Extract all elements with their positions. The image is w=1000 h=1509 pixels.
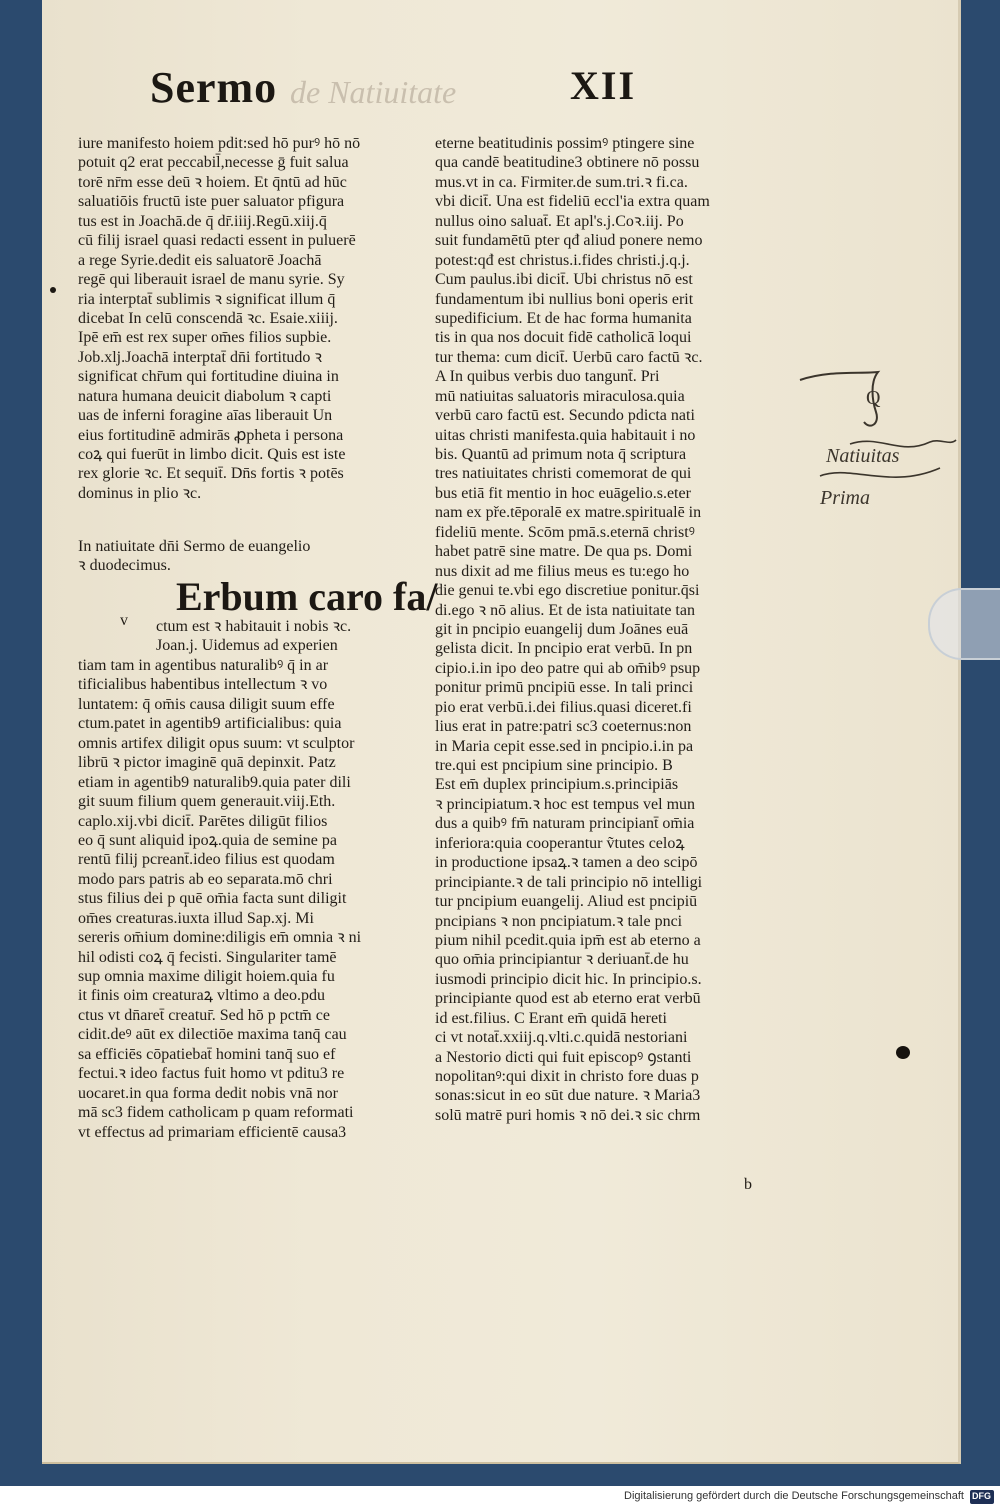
text-line: habet patrē sine matre. De qua ps. Domi [435,543,693,561]
text-line: uas de inferni foragine aīas liberauit Un [78,407,333,425]
text-line: sonas:sicut in eo sūt due nature. ꝛ Maria3 [435,1087,701,1105]
text-line: bis. Quantū ad primum nota q̄ scriptura [435,446,687,463]
text-line: ꝛ principiatum.ꝛ hoc est tempus vel mun [435,795,696,813]
right-column [435,134,800,1125]
text-line: tificialibus habentibus intellectum ꝛ vo [78,676,328,694]
text-line: ria interptat̄ sublimis ꝛ significat illum q̄ [78,290,336,308]
text-line: in Maria cepit esse.sed in pncipio.i.in pa [435,737,694,755]
text-line: sereris om̄ium domine:diligis em̄ omnia ꝛ ni [78,929,362,947]
text-line: nam ex pře.tēporalē ex matre.spiritualē in [435,504,702,522]
text-line: mū natiuitas saluatoris miraculosa.quia [435,387,685,405]
text-line: Cum paulus.ibi dicit̄. Ubi christus nō est [435,271,693,289]
text-line: eius fortitudinē admirās ꝓpheta i persona [78,426,344,444]
incipit-display: Erbum caro fa/ [176,574,438,619]
text-line: librū ꝛ pictor imaginē quā depinxit. Patz [78,754,336,772]
ink-blot [896,1046,910,1059]
folio-number: XII [570,63,637,108]
text-line: fundamentum ibi nullius boni operis erit [435,290,694,308]
text-line: uitas christi manifesta.quia habitauit i no [435,426,696,444]
text-line: eterne beatitudinis possimꝰ ptingere sine [435,135,695,152]
text-line: ctus vt dn̄aret̄ creatur̄. Sed hō p pctm̄ ce [78,1006,330,1024]
text-line: tur pncipium euangelij. Aliud est pncipiū [435,893,698,911]
text-line: id est.filius. C Erant em̄ quidā hereti [435,1009,667,1027]
text-line: fectui.ꝛ ideo factus fuit homo vt pditu3 re [78,1065,345,1083]
dfg-logo-text: DFG [972,1491,991,1501]
text-line: nus dixit ad me filius meus es tu:ego ho [435,562,690,580]
text-line: pium nihil pcedit.quia ipm̄ est ab eterno a [435,931,701,949]
text-line: cū filij israel quasi redacti essent in puluerē [78,232,356,250]
text-line: Est em̄ duplex principium.s.principiās [435,776,679,794]
text-line: tur thema: cum dicit̄. Uerbū caro factū ꝛc. [435,348,703,366]
text-line: ctum est ꝛ habitauit i nobis ꝛc. [156,618,352,635]
text-line: mā sc3 fidem catholicam p quam reformati [78,1104,354,1122]
text-line: a Nestorio dicti qui fuit episcopꝰ ꝯstanti [435,1048,692,1066]
text-line: tre.qui est pncipium sine principio. B [435,757,673,774]
text-line: bus etiā fit mentio in hoc euāgelio.s.eter [435,484,691,502]
text-line: git in pncipio euangelij dum Joānes euā [435,620,689,638]
text-line: modo pars patris ab eo separata.mō chri [78,870,333,888]
handwritten-marginalia [790,360,960,530]
text-line: natura humana deuicit diabolum ꝛ capti [78,387,332,405]
text-line: tiam tam in agentibus naturalibꝰ q̄ in ar [78,657,329,674]
text-line: om̄es creaturas.iuxta illud Sap.xj. Mi [78,909,314,927]
left-column-bottom [78,656,430,1142]
text-line: pio erat verbū.i.dei filius.quasi diceret.fi [435,698,692,716]
heading-line: ꝛ duodecimus. [78,557,171,575]
text-line: it finis oim creaturaꝝ vltimo a deo.pdu [78,987,325,1005]
text-line: caplo.xij.vbi dicit̄. Parētes diligūt filios [78,812,328,830]
text-line: inferiora:quia cooperantur ṽtutes celoꝝ [435,834,685,852]
text-line: luntatem: q̄ om̄is causa diligit suum effe [78,695,335,713]
dfg-logo [970,1490,994,1504]
sermon-heading [78,537,430,576]
incipit-continuation [156,617,428,656]
text-line: suit fundamētū pter qđ aliud ponere nemo [435,232,703,250]
text-line: sup omnia maxime diligit hoiem.quia fu [78,968,335,985]
text-line: solū matrē puri homis ꝛ nō dei.ꝛ sic chrm [435,1106,701,1124]
text-line: principiante quod est ab eterno erat verbū [435,990,701,1008]
text-line: principiante.ꝛ de tali principio nō intelligi [435,873,703,891]
text-line: git suum filium quem generauit.viij.Eth. [78,793,336,811]
ink-dot [50,287,56,293]
text-line: quo om̄ia principiantur ꝛ deriuant̄.de hu [435,951,689,969]
text-line: qua candē beatitudine3 obtinere nō possu [435,154,700,172]
text-line: torē nr̄m esse deū ꝛ hoiem. Et q̄ntū ad hūc [78,173,347,191]
text-line: potuit q2 erat peccabil̄,necesse ḡ fuit salua [78,154,349,172]
text-line: sa efficiēs cōpatiebat̄ homini tanq̄ suo ef [78,1045,336,1063]
text-line: Joan.j. Uidemus ad experien [156,637,338,655]
text-line: die genui te.vbi ego discretiue ponitur.q̄si [435,582,700,600]
heading-line: In natiuitate dn̄i Sermo de euangelio [78,538,311,555]
text-line: iure manifesto hoiem pdit:sed hō purꝰ hō nō [78,135,361,152]
text-line: tres natiuitates christi comemorat de qui [435,465,692,483]
text-line: significat chr̄um qui fortitudine diuina in [78,368,339,386]
marginal-underline-stroke [820,468,940,477]
text-line: supedificium. Et de hac forma humanita [435,309,692,327]
marginal-note-word: Natiuitas [826,445,900,467]
text-line: Job.xlj.Joachā interptat̄ dn̄i fortitudo ꝛ [78,348,322,366]
text-line: cidit.deꝰ aūt ex dilectiōe maxima tanq̄ cau [78,1026,347,1044]
text-line: ci vt notat̄.xxiij.q.vlti.c.quidā nestoriani [435,1029,688,1047]
text-line: dus a quibꝰ fm̄ naturam principiant̄ om̄ia [435,815,695,833]
show-through-text: de Natiuitate [290,74,457,110]
text-line: gelista dicit. In pncipio erat verbū. In pn [435,640,693,658]
text-line: uocaret.in qua forma dedit nobis vnā nor [78,1084,338,1102]
marginal-note-word-2: Prima [820,487,870,509]
text-line: cipio.i.in ipo deo patre qui ab om̄ibꝰ psup [435,659,701,677]
text-line: dominus in plio ꝛc. [78,484,202,502]
text-line: lius erat in patre:patri sc3 coeternus:non [435,718,692,736]
initial-guide-letter: v [120,612,128,629]
text-line: vt effectus ad primariam efficientē causa3 [78,1123,347,1141]
text-line: ctum.patet in agentib9 artificialibus: quia [78,715,342,733]
text-line: potest:qđ est christus.i.fides christi.j.q.j. [435,251,690,269]
marginal-note-letter: Q [866,387,881,409]
text-line: di.ego ꝛ nō alius. Et de ista natiuitate tan [435,601,695,619]
text-line: rex glorie ꝛc. Et sequit̄. Dn̄s fortis ꝛ potēs [78,465,344,483]
text-line: hil odisti coꝝ q̄ fecisti. Singulariter tamē [78,948,337,966]
text-line: mus.vt in ca. Firmiter.de sum.tri.ꝛ fi.ca. [435,173,688,191]
text-line: vbi dicit̄. Una est fideliū eccl'ia extra quam [435,193,710,211]
text-line: rentū filij pcreant̄.ideo filius est quodam [78,851,335,869]
left-column-top [78,134,430,503]
text-line: coꝝ qui fuerūt in limbo dicit. Quis est iste [78,446,346,463]
text-line: Ipē em̄ est rex super om̄es filios supbie. [78,329,332,347]
text-line: A In quibus verbis duo tangunt̄. Pri [435,368,660,386]
text-line: iusmodi principio dicit hic. In principio.s. [435,970,702,988]
text-line: fideliū mente. Scōm pmā.s.eternā christꝰ [435,523,695,541]
text-line: dicebat In celū conscendā ꝛc. Esaie.xiiij. [78,309,338,327]
text-line: nopolitanꝰ:qui dixit in christo fore duas p [435,1068,699,1085]
signature-mark: b [744,1176,752,1193]
text-line: saluatiōis fructū iste puer saluator pfigura [78,193,345,211]
text-line: omnis artifex diligit opus suum: vt sculptor [78,734,355,752]
text-line: ponitur primū pncipiū esse. In tali princi [435,679,694,697]
text-line: pncipians ꝛ non pncipiatum.ꝛ tale pnci [435,912,683,930]
funding-credit: Digitalisierung gefördert durch die Deutsche Forschungsgemeinschaft [624,1490,964,1502]
text-line: nullus oino saluat̄. Et apl's.j.Coꝛ.iij. Po [435,212,684,230]
text-line: regē qui liberauit israel de manu syrie. Sy [78,271,345,289]
text-line: a rege Syrie.dedit eis saluatorē Joachā [78,251,322,269]
text-line: stus filius dei p quē om̄ia facta sunt diligit [78,890,347,908]
text-line: verbū caro factū est. Secundo pdicta nati [435,407,695,425]
text-line: tis in qua nos docuit fidē catholicā loqui [435,329,692,347]
running-head-title: Sermo [150,63,278,112]
text-line: eo q̄ sunt aliquid ipoꝝ.quia de semine pa [78,831,337,849]
page-clip [928,588,1000,660]
text-line: tus est in Joachā.de q̄ dr̄.iiij.Regū.xiij.q̄ [78,212,327,230]
text-line: in productione ipsaꝝ.ꝛ tamen a deo scipō [435,854,698,872]
text-line: etiam in agentib9 naturalib9.quia pater dili [78,773,351,791]
